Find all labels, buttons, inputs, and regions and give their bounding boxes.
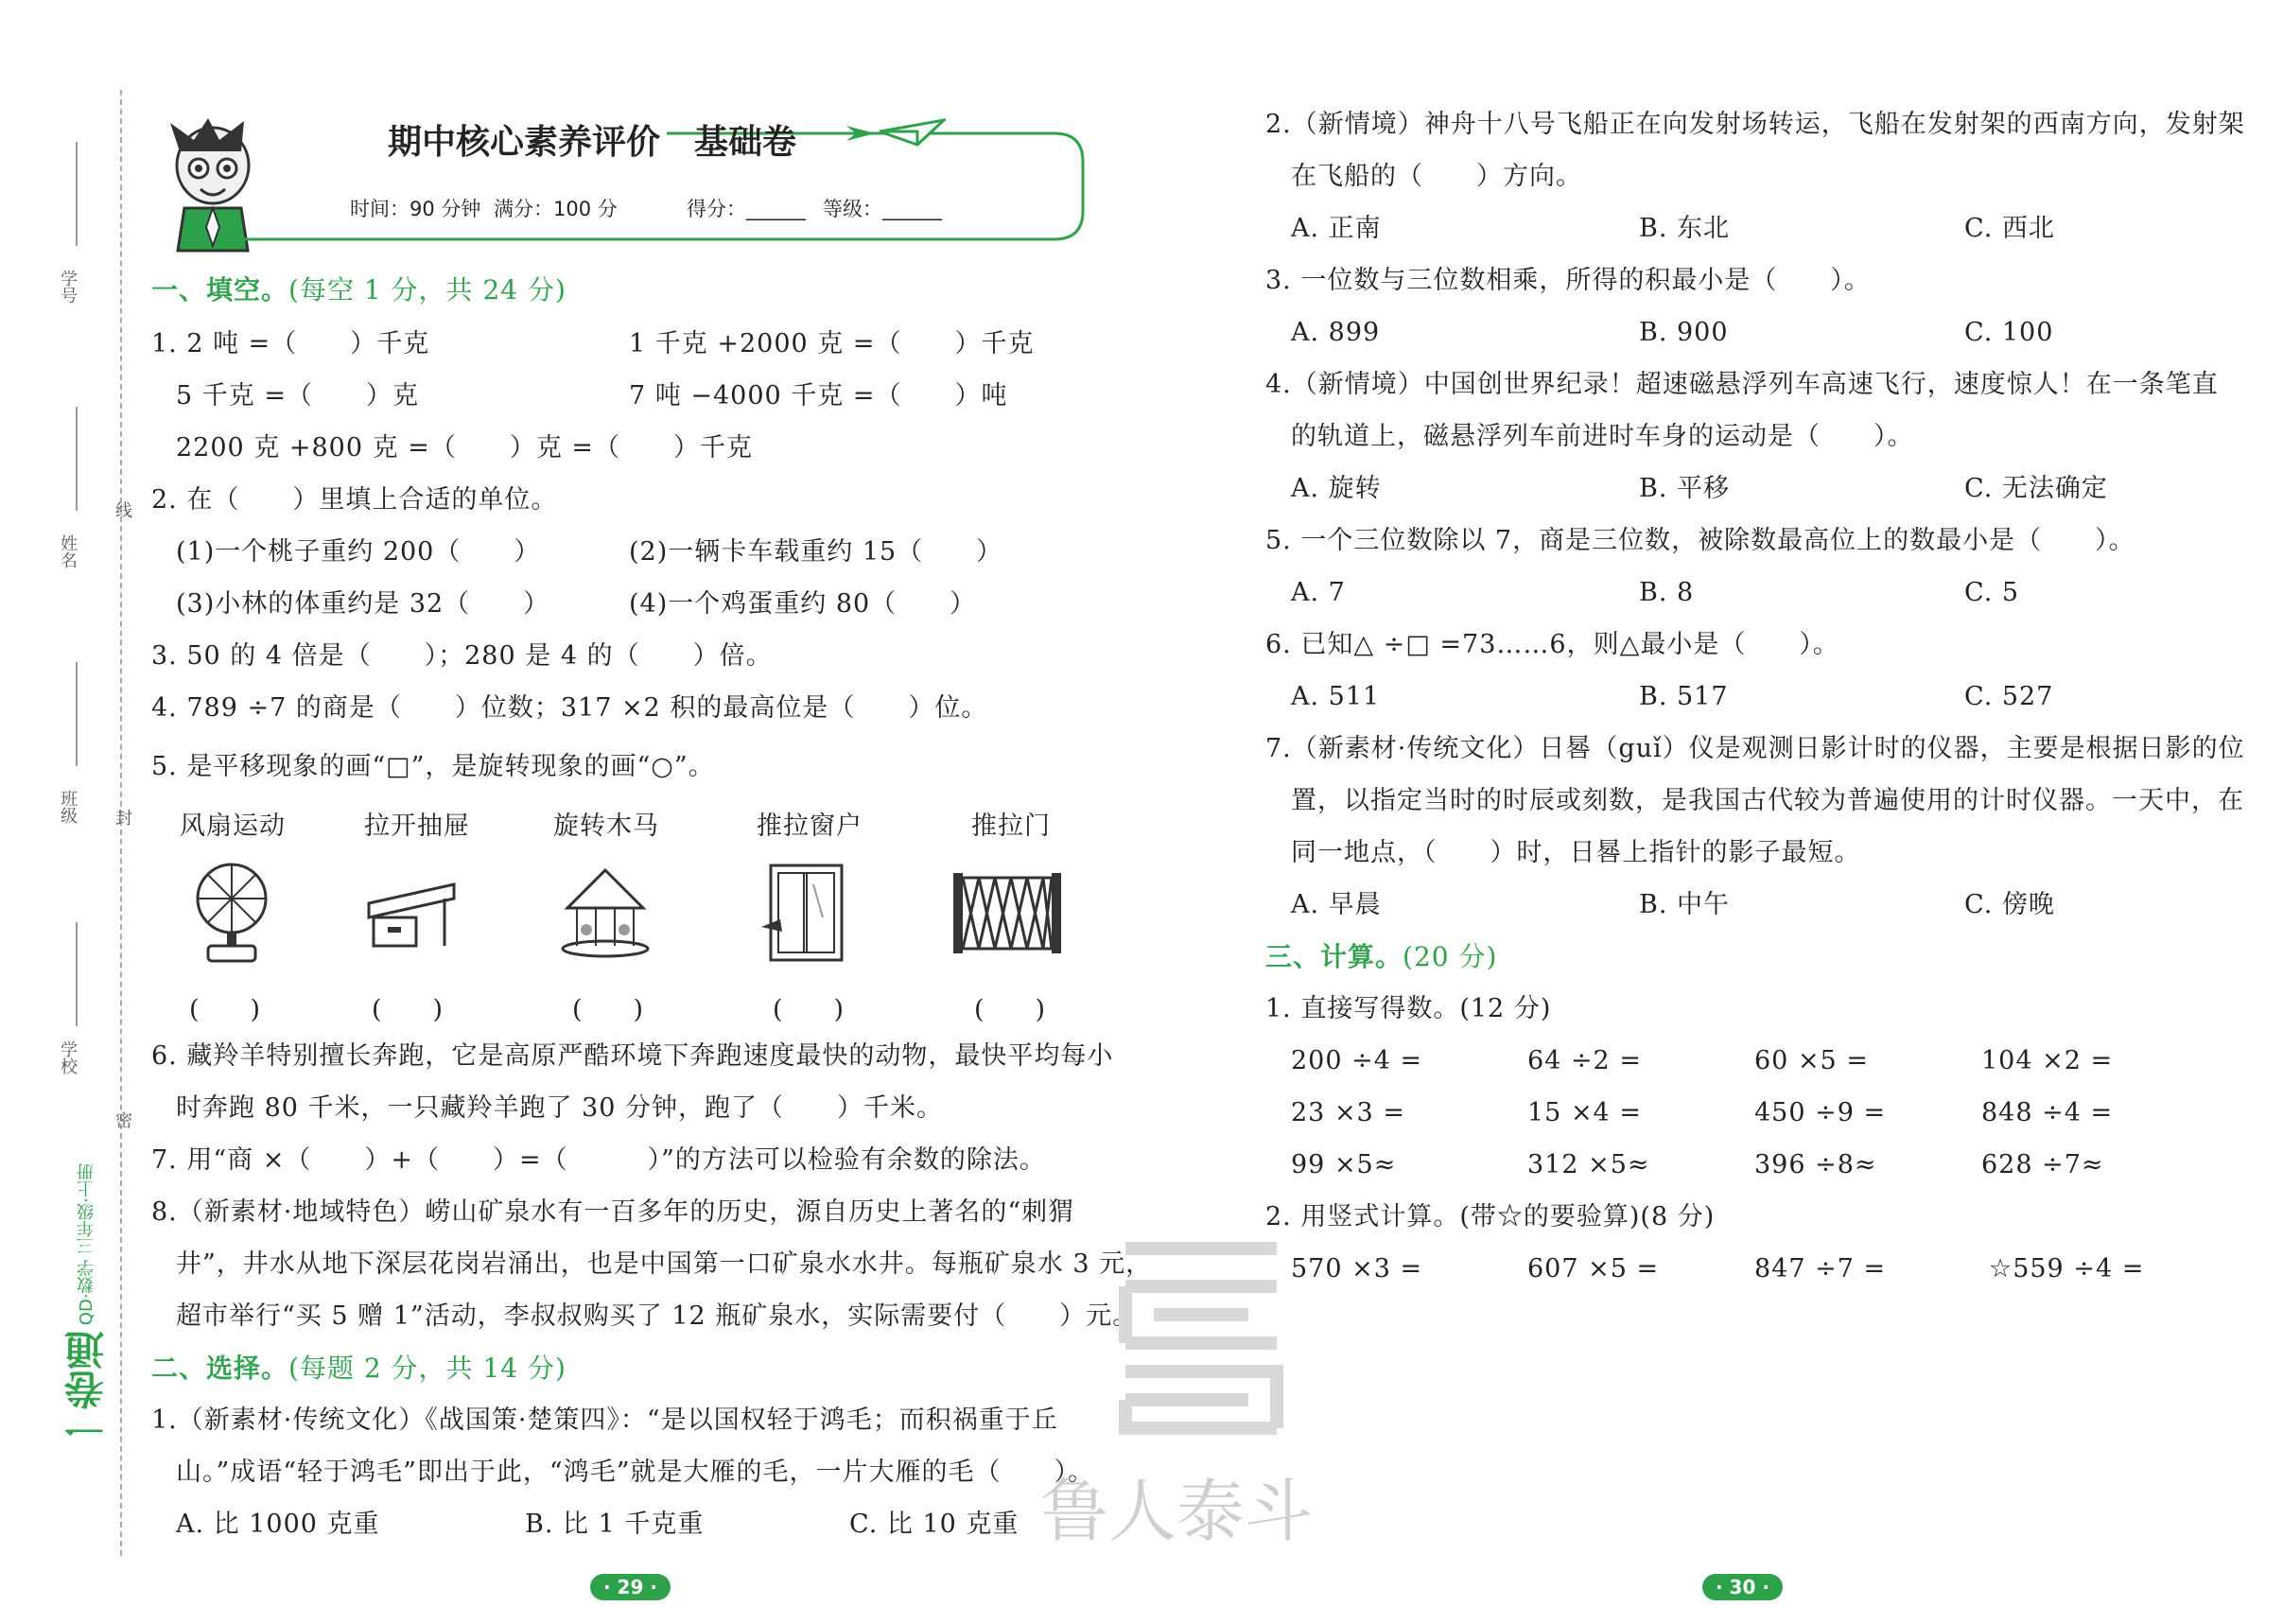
s2q1-option-a[interactable]: A. 比 1000 克重	[176, 1510, 380, 1539]
s2q3-option-c[interactable]: C. 100	[1964, 318, 2054, 347]
s2q7-option-a[interactable]: A. 早晨	[1291, 890, 1382, 919]
binding-xian: 线	[113, 501, 132, 518]
q1-line3: 2200 克 +800 克 =（ ）克 =（ ）千克	[176, 433, 754, 463]
q6-line2: 时奔跑 80 千米，一只藏羚羊跑了 30 分钟，跑了（ ）千米。	[176, 1093, 944, 1123]
s2q5-option-a[interactable]: A. 7	[1291, 578, 1346, 607]
watermark-logo-icon	[1116, 1230, 1286, 1438]
q5-item-drawer: 拉开抽屉	[364, 812, 470, 841]
carousel-icon	[558, 865, 653, 960]
section-3-title: 三、计算。	[1265, 941, 1403, 972]
calc-r2-c2: 15 ×4 =	[1527, 1098, 1642, 1127]
calc-r1-c2: 64 ÷2 =	[1527, 1046, 1642, 1075]
section-2-title: 二、选择。	[151, 1353, 289, 1384]
q3: 3. 50 的 4 倍是（ ）；280 是 4 的（ ）倍。	[151, 641, 773, 671]
q5-answer-carousel[interactable]: ( )	[572, 995, 644, 1024]
watermark-text: 鲁人泰斗	[1040, 1472, 1314, 1551]
s2q7-line1: 7.（新素材·传统文化）日晷（guǐ）仪是观测日影计时的仪器，主要是根据日影的位	[1265, 734, 2245, 763]
s2q6-option-c[interactable]: C. 527	[1964, 682, 2054, 711]
s2q4-line1: 4.（新情境）中国创世界纪录！超速磁悬浮列车高速飞行，速度惊人！在一条笔直	[1265, 370, 2219, 399]
vertical-calc-3: 847 ÷7 =	[1754, 1254, 1887, 1283]
section-2-heading	[151, 1355, 566, 1382]
s2q6-option-a[interactable]: A. 511	[1291, 682, 1381, 711]
score-field[interactable]: 得分：______	[687, 198, 806, 220]
calc-r3-c2: 312 ×5≈	[1527, 1150, 1650, 1179]
s2q7-option-b[interactable]: B. 中午	[1639, 890, 1731, 919]
s2q7-line2: 置，以指定当时的时辰或刻数，是我国古代较为普遍使用的计时仪器。一天中，在	[1291, 786, 2244, 815]
page-title: 期中核心素养评价 基础卷	[388, 123, 797, 162]
s2q4-option-b[interactable]: B. 平移	[1639, 474, 1731, 503]
q8-line3: 超市举行“买 5 赠 1”活动，李叔叔购买了 12 瓶矿泉水，实际需要付（ ）元。	[176, 1301, 1140, 1331]
s2q3-option-b[interactable]: B. 900	[1639, 318, 1729, 347]
vertical-calc-1: 570 ×3 =	[1291, 1254, 1423, 1283]
calc-r3-c1: 99 ×5≈	[1291, 1150, 1397, 1179]
binding-feng: 封	[113, 809, 132, 826]
q5-item-door: 推拉门	[971, 812, 1051, 841]
calc-r2-c3: 450 ÷9 =	[1754, 1098, 1887, 1127]
q4: 4. 789 ÷7 的商是（ ）位数；317 ×2 积的最高位是（ ）位。	[151, 693, 988, 723]
calc-r2-c4: 848 ÷4 =	[1981, 1098, 2114, 1127]
s2q7-option-c[interactable]: C. 傍晚	[1964, 890, 2055, 919]
name-label: 姓名	[58, 534, 78, 568]
s2q3-option-a[interactable]: A. 899	[1291, 318, 1381, 347]
q2-b: (2)一辆卡车载重约 15（ ）	[629, 537, 1003, 567]
section-2-note: (每题 2 分，共 14 分)	[288, 1353, 566, 1384]
q8-line1: 8.（新素材·地域特色）崂山矿泉水有一百多年的历史，源自历史上著名的“刺猬	[151, 1197, 1075, 1227]
s2q6-line1: 6. 已知△ ÷□ =73……6，则△最小是（ ）。	[1265, 630, 1839, 659]
vertical-calc-4: ☆559 ÷4 =	[1989, 1254, 2145, 1283]
s3q1-title: 1. 直接写得数。(12 分)	[1265, 994, 1552, 1023]
q5-item-window: 推拉窗户	[757, 812, 863, 841]
q5: 5. 是平移现象的画“□”，是旋转现象的画“○”。	[151, 752, 715, 781]
section-1-note: (每空 1 分，共 24 分)	[288, 274, 566, 306]
binding-mi: 密	[113, 1111, 132, 1128]
brand-logo	[59, 1163, 115, 1449]
s2q2-line2: 在飞船的（ ）方向。	[1291, 162, 1582, 191]
brand-main: 一卷通	[63, 1330, 110, 1450]
student-id-line	[76, 142, 78, 246]
section-1-heading	[151, 274, 566, 306]
s2q4-option-c[interactable]: C. 无法确定	[1964, 474, 2108, 503]
s2q6-option-b[interactable]: B. 517	[1639, 682, 1729, 711]
s2q3-line1: 3. 一位数与三位数相乘，所得的积最小是（ ）。	[1265, 266, 1871, 295]
s2q5-option-c[interactable]: C. 5	[1964, 578, 2020, 607]
s2q5-option-b[interactable]: B. 8	[1639, 578, 1695, 607]
s2q2-option-a[interactable]: A. 正南	[1291, 214, 1382, 243]
s2q2-option-b[interactable]: B. 东北	[1639, 214, 1731, 243]
q2-intro: 2. 在（ ）里填上合适的单位。	[151, 485, 558, 515]
section-3-heading	[1265, 941, 1498, 972]
class-label: 班级	[58, 790, 78, 824]
q2-c: (3)小林的体重约是 32（ ）	[176, 589, 550, 619]
page-number-left: · 29 ·	[590, 1574, 671, 1600]
q1-line2a: 5 千克 =（ ）克	[176, 381, 419, 410]
calc-r1-c1: 200 ÷4 =	[1291, 1046, 1423, 1075]
brand-sub: QD·数学 三年级·上册	[77, 1163, 96, 1326]
q1-line1a: 1. 2 吨 =（ ）千克	[151, 329, 430, 358]
school-line	[76, 922, 78, 1026]
s2q4-line2: 的轨道上，磁悬浮列车前进时车身的运动是（ ）。	[1291, 422, 1914, 451]
q5-answer-window[interactable]: ( )	[773, 995, 845, 1024]
s2q7-line3: 同一地点，（ ）时，日晷上指针的影子最短。	[1291, 838, 1861, 867]
section-3-note: (20 分)	[1403, 941, 1498, 972]
calc-r3-c3: 396 ÷8≈	[1754, 1150, 1877, 1179]
s2q5-line1: 5. 一个三位数除以 7，商是三位数，被除数最高位上的数最小是（ ）。	[1265, 526, 2135, 555]
drawer-icon	[364, 875, 459, 951]
q2-d: (4)一个鸡蛋重约 80（ ）	[629, 589, 977, 619]
q1-line2b: 7 吨 −4000 千克 =（ ）吨	[629, 381, 1008, 410]
page-number-right: · 30 ·	[1702, 1574, 1783, 1600]
exam-full-score: 满分：100 分	[494, 198, 618, 220]
calc-r2-c1: 23 ×3 =	[1291, 1098, 1405, 1127]
q5-item-fan: 风扇运动	[180, 812, 286, 841]
window-icon	[761, 861, 846, 965]
q5-item-carousel: 旋转木马	[553, 812, 659, 841]
s2q1-option-b[interactable]: B. 比 1 千克重	[525, 1510, 705, 1539]
fan-icon	[189, 861, 274, 965]
s2q1-line1: 1.（新素材·传统文化）《战国策·楚策四》：“是以国权轻于鸿毛；而积祸重于丘	[151, 1406, 1058, 1435]
calc-r1-c3: 60 ×5 =	[1754, 1046, 1869, 1075]
q7: 7. 用“商 ×（ ）+（ ）=（ ）”的方法可以检验有余数的除法。	[151, 1145, 1046, 1175]
student-id-label: 学号	[58, 270, 78, 304]
grade-field[interactable]: 等级：______	[823, 198, 942, 220]
exam-time: 时间：90 分钟	[350, 198, 481, 220]
class-line	[76, 662, 78, 766]
q2-a: (1)一个桃子重约 200（ ）	[176, 537, 541, 567]
s2q2-line1: 2.（新情境）神舟十八号飞船正在向发射场转运，飞船在发射架的西南方向，发射架	[1265, 110, 2245, 139]
s2q1-option-c[interactable]: C. 比 10 克重	[849, 1510, 1020, 1539]
s3q2-title: 2. 用竖式计算。(带☆的要验算)(8 分)	[1265, 1202, 1716, 1231]
q8-line2: 井”，井水从地下深层花岗岩涌出，也是中国第一口矿泉水水井。每瓶矿泉水 3 元，	[176, 1249, 1153, 1279]
s2q1-line2: 山。”成语“轻于鸿毛”即出于此，“鸿毛”就是大雁的毛，一片大雁的毛（ ）。	[176, 1458, 1095, 1487]
q5-answer-fan[interactable]: ( )	[189, 995, 261, 1024]
name-line	[76, 407, 78, 511]
school-label: 学校	[58, 1040, 78, 1074]
calc-r1-c4: 104 ×2 =	[1981, 1046, 2114, 1075]
calc-r3-c4: 628 ÷7≈	[1981, 1150, 2104, 1179]
s2q2-option-c[interactable]: C. 西北	[1964, 214, 2055, 243]
q5-answer-door[interactable]: ( )	[974, 995, 1046, 1024]
paper-plane-icon	[880, 118, 946, 147]
q6-line1: 6. 藏羚羊特别擅长奔跑，它是高原严酷环境下奔跑速度最快的动物，最快平均每小	[151, 1041, 1114, 1071]
q1-line1b: 1 千克 +2000 克 =（ ）千克	[629, 329, 1035, 358]
sliding-door-icon	[950, 868, 1064, 958]
q5-answer-drawer[interactable]: ( )	[372, 995, 444, 1024]
vertical-calc-2: 607 ×5 =	[1527, 1254, 1660, 1283]
s2q4-option-a[interactable]: A. 旋转	[1291, 474, 1382, 503]
section-1-title: 一、填空。	[151, 274, 289, 306]
